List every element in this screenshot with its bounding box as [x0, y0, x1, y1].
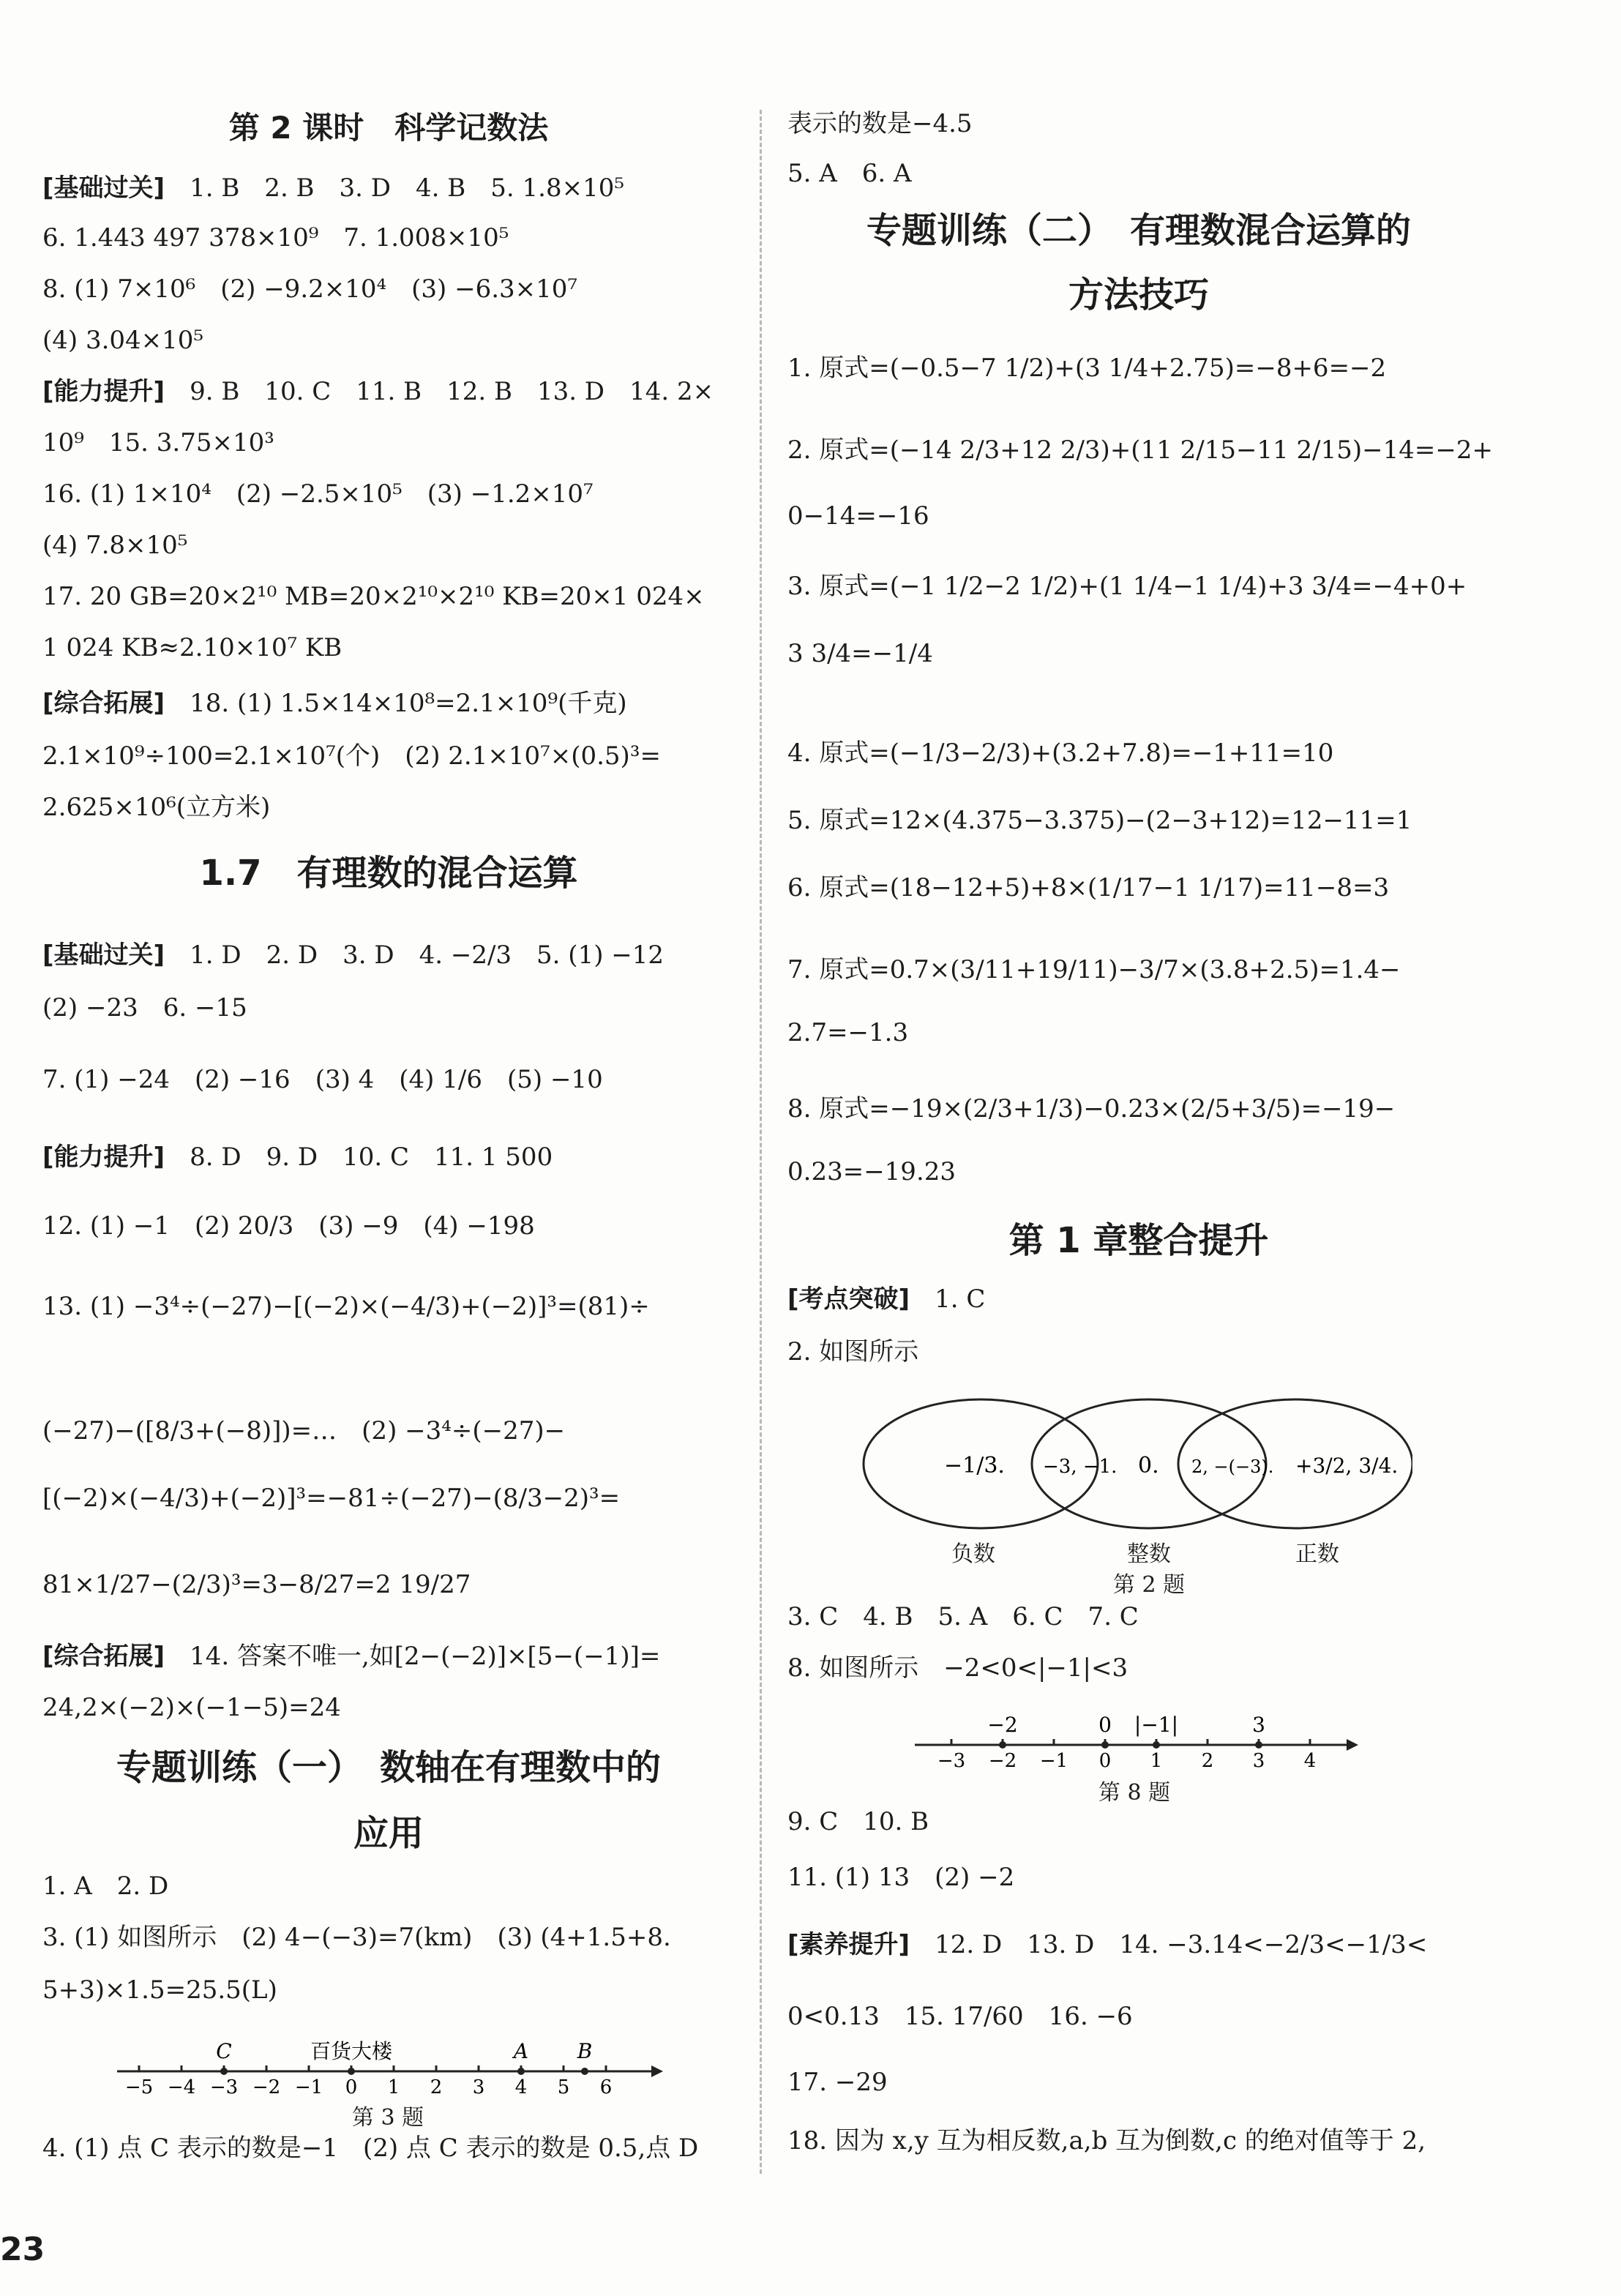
right-text-line	[787, 1803, 1490, 1840]
line-text: [(−2)×(−4/3)+(−2)]³=−81÷(−27)−(8/3−2)³=	[42, 1484, 621, 1513]
number-line-figure-3	[110, 2020, 666, 2130]
line-text: 17. −29	[787, 2068, 888, 2097]
section-tag: [综合拓展]	[42, 689, 165, 718]
point-marker	[220, 2068, 228, 2075]
left-text-line	[42, 170, 735, 206]
tick-label: 0	[345, 2076, 358, 2098]
line-text: 5. 原式=12×(4.375−3.375)−(2−3+12)=12−11=1	[787, 806, 1412, 835]
line-text: 方法技巧	[1068, 274, 1209, 315]
right-text-line	[787, 498, 1490, 534]
right-section-title	[787, 274, 1490, 315]
point-marker	[999, 1741, 1006, 1749]
section-tag: [能力提升]	[42, 377, 165, 406]
tick-label: −3	[209, 2076, 239, 2098]
section-tag: [基础过关]	[42, 941, 165, 970]
line-text: 0<0.13 15. 17/60 16. −6	[787, 2002, 1133, 2031]
line-text: 2. 原式=(−14 2/3+12 2/3)+(11 2/15−11 2/15)−14=−2+	[787, 435, 1494, 465]
tick-label: −2	[988, 1750, 1017, 1772]
line-text: 2. 如图所示	[787, 1337, 919, 1366]
point-label: −2	[987, 1713, 1018, 1737]
right-text-line	[787, 2064, 1490, 2101]
line-text: 专题训练（二） 有理数混合运算的	[866, 210, 1411, 251]
venn-neg-only: −1/3.	[944, 1453, 1005, 1478]
figure-caption: 第 8 题	[1098, 1780, 1171, 1806]
line-text: 9. C 10. B	[787, 1807, 929, 1836]
line-text: 18. 因为 x,y 互为相反数,a,b 互为倒数,c 的绝对值等于 2,	[787, 2126, 1426, 2155]
right-text-line	[787, 1598, 1490, 1635]
line-text: 1 024 KB≈2.10×10⁷ KB	[42, 633, 342, 662]
line-text: 9. B 10. C 11. B 12. B 13. D 14. 2×	[190, 377, 714, 406]
point-label: 百货大楼	[310, 2039, 393, 2063]
line-text: 8. D 9. D 10. C 11. 1 500	[190, 1143, 553, 1172]
left-text-line	[42, 1480, 735, 1517]
line-text: (−27)−([8/3+(−8)])=… (2) −3⁴÷(−27)−	[42, 1416, 566, 1446]
right-text-line	[787, 1859, 1490, 1896]
section-tag: [基础过关]	[42, 173, 165, 203]
tick-label: 2	[1201, 1750, 1214, 1772]
venn-int-only: 0.	[1138, 1453, 1159, 1478]
left-text-line	[42, 220, 735, 256]
number-line-figure-8	[907, 1698, 1361, 1808]
line-text: 81×1/27−(2/3)³=3−8/27=2 19/27	[42, 1570, 471, 1599]
page-number: 23	[0, 2231, 45, 2268]
left-text-line	[42, 629, 735, 666]
line-text: 17. 20 GB=20×2¹⁰ MB=20×2¹⁰×2¹⁰ KB=20×1 024×	[42, 582, 705, 611]
left-text-line	[42, 527, 735, 564]
right-text-line	[787, 568, 1490, 605]
venn-svg	[856, 1391, 1412, 1537]
line-text: 1. D 2. D 3. D 4. −2/3 5. (1) −12	[190, 941, 665, 970]
point-marker	[348, 2068, 355, 2075]
tick-label: −2	[252, 2076, 281, 2098]
line-text: (2) −23 6. −15	[42, 993, 247, 1022]
right-text-line	[787, 1153, 1490, 1190]
tick-label: 1	[1150, 1750, 1163, 1772]
right-text-line	[787, 1281, 1490, 1317]
left-text-line	[42, 2130, 735, 2166]
line-text: 1. 原式=(−0.5−7 1/2)+(3 1/4+2.75)=−8+6=−2	[787, 354, 1387, 383]
left-text-line	[42, 1638, 735, 1675]
line-text: 12. (1) −1 (2) 20/3 (3) −9 (4) −198	[42, 1211, 535, 1241]
left-text-line	[42, 1919, 735, 1956]
line-text: 0−14=−16	[787, 501, 929, 531]
line-text: 第 1 章整合提升	[1008, 1220, 1269, 1261]
right-text-line	[787, 1091, 1490, 1127]
point-label: B	[577, 2039, 593, 2063]
line-text: 7. 原式=0.7×(3/11+19/11)−3/7×(3.8+2.5)=1.4−	[787, 955, 1401, 984]
right-text-line	[787, 2123, 1490, 2159]
left-text-line	[42, 1566, 735, 1603]
left-text-line	[42, 937, 735, 973]
left-section-title	[42, 1815, 735, 1852]
line-text: 12. D 13. D 14. −3.14<−2/3<−1/3<	[935, 1930, 1428, 1959]
right-text-line	[787, 870, 1490, 906]
point-label: |−1|	[1134, 1713, 1179, 1737]
tick-label: 4	[514, 2076, 528, 2098]
venn-label-integer: 整数	[1127, 1541, 1171, 1567]
column-divider	[760, 110, 762, 2174]
line-text: 1. B 2. B 3. D 4. B 5. 1.8×10⁵	[190, 173, 624, 203]
tick-label: 3	[472, 2076, 485, 2098]
line-text: 14. 答案不唯一,如[2−(−2)]×[5−(−1)]=	[190, 1642, 661, 1671]
line-text: 6. 1.443 497 378×10⁹ 7. 1.008×10⁵	[42, 223, 509, 253]
left-text-line	[42, 271, 735, 307]
left-section-title	[42, 1749, 735, 1786]
right-text-line	[787, 1998, 1490, 2035]
left-text-line	[42, 578, 735, 615]
right-text-line	[787, 1334, 1490, 1370]
line-text: 5+3)×1.5=25.5(L)	[42, 1975, 277, 2005]
left-section-title	[42, 853, 735, 894]
point-label: 0	[1098, 1713, 1112, 1737]
line-text: 5. A 6. A	[787, 159, 912, 188]
venn-label-positive: 正数	[1295, 1541, 1339, 1567]
point-marker	[517, 2068, 525, 2075]
left-text-line	[42, 1868, 735, 1904]
left-text-line	[42, 1288, 735, 1325]
number-line-3-svg	[110, 2020, 666, 2101]
tick-label: −4	[167, 2076, 196, 2098]
line-text: 1. C	[935, 1285, 986, 1314]
line-text: 8. 如图所示 −2<0<|−1|<3	[787, 1653, 1128, 1683]
line-text: 4. (1) 点 C 表示的数是−1 (2) 点 C 表示的数是 0.5,点 D	[42, 2134, 699, 2163]
tick-label: 3	[1252, 1750, 1265, 1772]
line-text: (4) 3.04×10⁵	[42, 326, 204, 355]
left-text-line	[42, 373, 735, 410]
line-text: 3 3/4=−1/4	[787, 639, 933, 668]
line-text: 3. 原式=(−1 1/2−2 1/2)+(1 1/4−1 1/4)+3 3/4=−4+0+	[787, 572, 1467, 601]
venn-pos-only: +3/2, 3/4.	[1295, 1454, 1399, 1478]
line-text: 3. (1) 如图所示 (2) 4−(−3)=7(km) (3) (4+1.5+8.	[42, 1923, 671, 1952]
axis-arrow	[1347, 1739, 1358, 1751]
right-text-line	[787, 105, 1490, 142]
figure-caption: 第 3 题	[351, 2105, 424, 2131]
point-marker	[1153, 1741, 1160, 1749]
tick-label: 5	[557, 2076, 570, 2098]
left-text-line	[42, 1972, 735, 2008]
section-tag: [考点突破]	[787, 1285, 910, 1314]
right-text-line	[787, 350, 1490, 386]
line-text: 11. (1) 13 (2) −2	[787, 1863, 1015, 1892]
left-text-line	[42, 1208, 735, 1244]
right-section-title	[787, 1222, 1490, 1259]
line-text: 第 2 课时 科学记数法	[228, 110, 549, 146]
right-section-title	[787, 212, 1490, 249]
tick-label: 0	[1098, 1750, 1112, 1772]
venn-neg-int: −3, −1.	[1043, 1456, 1118, 1478]
line-text: 1. A 2. D	[42, 1871, 169, 1901]
left-text-line	[42, 1061, 735, 1098]
point-marker	[1255, 1741, 1262, 1749]
line-text: 2.7=−1.3	[787, 1018, 909, 1047]
tick-label: 2	[430, 2076, 443, 2098]
point-label: C	[216, 2039, 232, 2063]
venn-label-negative: 负数	[951, 1541, 995, 1567]
left-text-line	[42, 789, 735, 826]
left-section-title	[42, 110, 735, 146]
axis-arrow	[651, 2065, 663, 2077]
right-text-line	[787, 951, 1490, 988]
venn-pos-int: 2, −(−3).	[1191, 1456, 1274, 1477]
line-text: 7. (1) −24 (2) −16 (3) 4 (4) 1/6 (5) −10	[42, 1065, 603, 1094]
line-text: 10⁹ 15. 3.75×10³	[42, 428, 274, 457]
tick-label: 6	[599, 2076, 613, 2098]
line-text: 4. 原式=(−1/3−2/3)+(3.2+7.8)=−1+11=10	[787, 738, 1334, 768]
right-text-line	[787, 635, 1490, 672]
left-text-line	[42, 990, 735, 1026]
left-text-line	[42, 425, 735, 461]
right-text-line	[787, 1926, 1490, 1963]
left-text-line	[42, 1139, 735, 1175]
right-text-line	[787, 1014, 1490, 1051]
line-text: 6. 原式=(18−12+5)+8×(1/17−1 1/17)=11−8=3	[787, 873, 1390, 902]
tick-label: −1	[1039, 1750, 1068, 1772]
line-text: 1.7 有理数的混合运算	[199, 853, 578, 894]
right-text-line	[787, 735, 1490, 771]
right-text-line	[787, 432, 1494, 468]
point-marker	[1101, 1741, 1109, 1749]
venn-diagram-figure-2	[856, 1391, 1412, 1603]
line-text: (4) 7.8×10⁵	[42, 531, 188, 560]
line-text: 13. (1) −3⁴÷(−27)−[(−2)×(−4/3)+(−2)]³=(81)÷	[42, 1292, 650, 1321]
line-text: 2.625×10⁶(立方米)	[42, 793, 271, 822]
line-text: 8. (1) 7×10⁶ (2) −9.2×10⁴ (3) −6.3×10⁷	[42, 274, 578, 304]
point-label: 3	[1252, 1713, 1265, 1737]
figure-caption: 第 2 题	[1112, 1572, 1186, 1598]
tick-label: 4	[1303, 1750, 1317, 1772]
line-text: 16. (1) 1×10⁴ (2) −2.5×10⁵ (3) −1.2×10⁷	[42, 479, 594, 509]
left-text-line	[42, 685, 735, 722]
line-text: 3. C 4. B 5. A 6. C 7. C	[787, 1602, 1139, 1631]
right-text-line	[787, 1650, 1490, 1686]
tick-label: 1	[387, 2076, 400, 2098]
line-text: 2.1×10⁹÷100=2.1×10⁷(个) (2) 2.1×10⁷×(0.5)³=	[42, 741, 661, 771]
left-text-line	[42, 322, 735, 359]
tick-label: −3	[937, 1750, 966, 1772]
tick-label: −1	[294, 2076, 323, 2098]
section-tag: [素养提升]	[787, 1930, 910, 1959]
left-text-line	[42, 476, 735, 512]
line-text: 18. (1) 1.5×14×10⁸=2.1×10⁹(千克)	[190, 689, 627, 718]
point-label: A	[513, 2039, 529, 2063]
left-text-line	[42, 1413, 735, 1449]
left-text-line	[42, 738, 735, 774]
line-text: 专题训练（一） 数轴在有理数中的	[116, 1747, 661, 1788]
section-tag: [综合拓展]	[42, 1642, 165, 1671]
line-text: 8. 原式=−19×(2/3+1/3)−0.23×(2/5+3/5)=−19−	[787, 1094, 1396, 1123]
left-text-line	[42, 1689, 735, 1726]
line-text: 0.23=−19.23	[787, 1157, 956, 1186]
right-text-line	[787, 802, 1490, 839]
tick-label: −5	[124, 2076, 154, 2098]
right-text-line	[787, 155, 1490, 192]
number-line-8-svg	[907, 1698, 1361, 1779]
line-text: 表示的数是−4.5	[787, 109, 973, 138]
section-tag: [能力提升]	[42, 1143, 165, 1172]
line-text: 应用	[353, 1813, 424, 1854]
point-marker	[581, 2068, 588, 2075]
line-text: 24,2×(−2)×(−1−5)=24	[42, 1693, 341, 1722]
